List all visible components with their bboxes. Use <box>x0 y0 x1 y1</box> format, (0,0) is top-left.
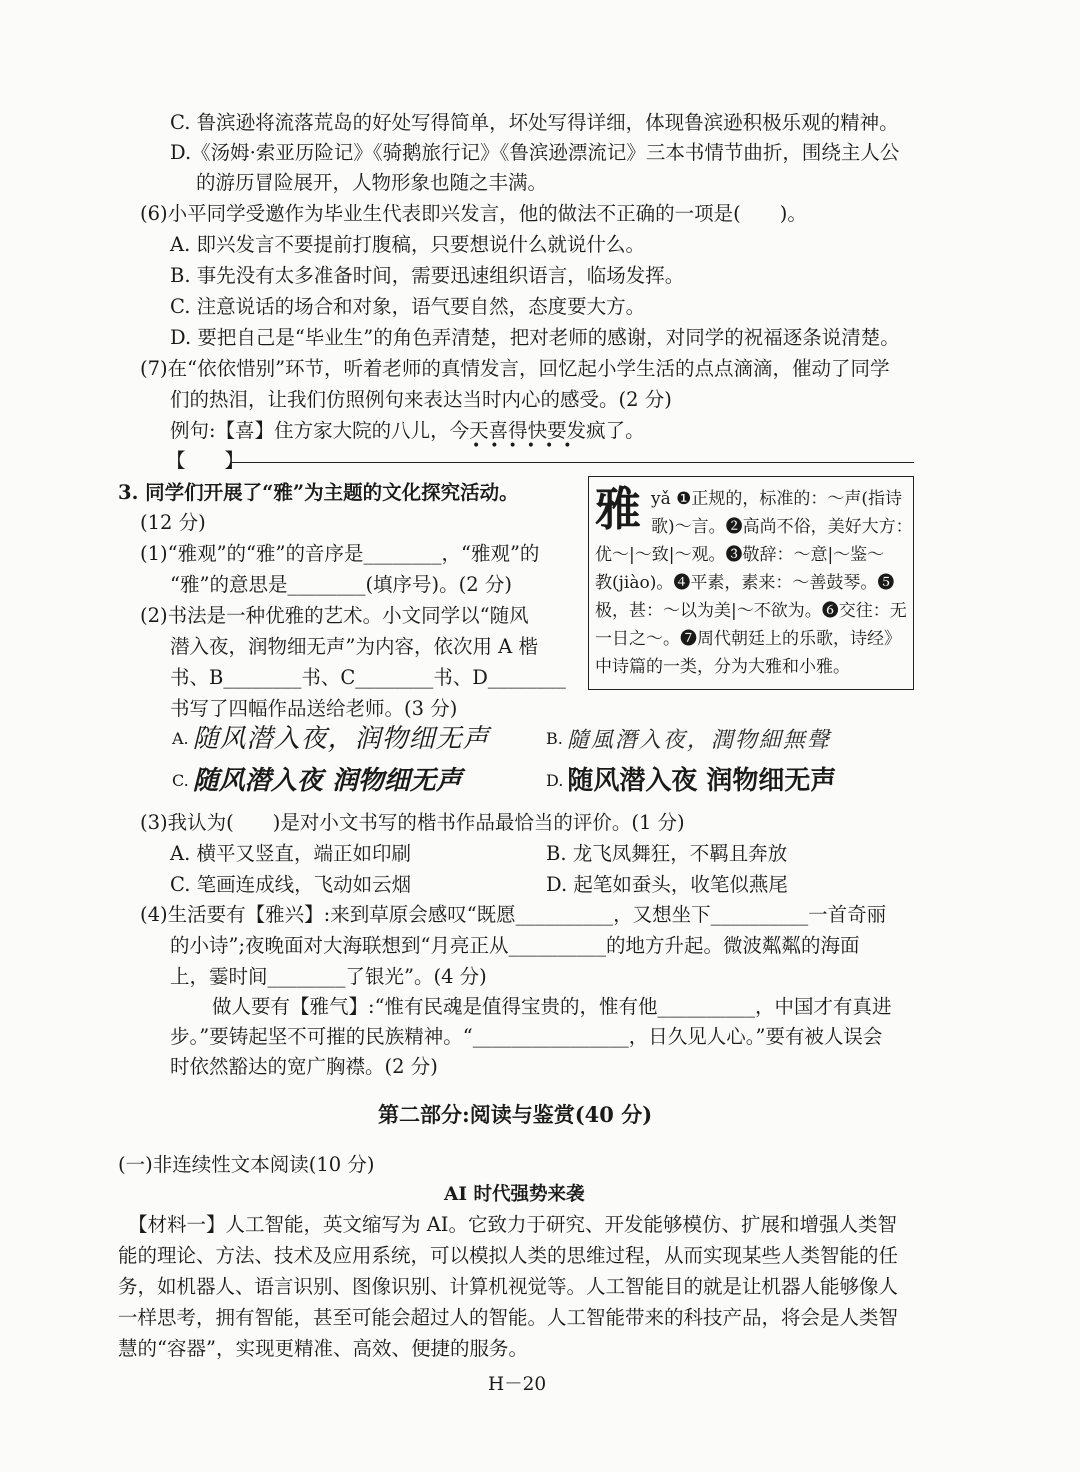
q3-part4-line6: 时依然豁达的宽广胸襟。(2 分) <box>170 1055 438 1078</box>
q7-answer-line[interactable] <box>232 462 914 463</box>
emphasis-dots: •••••• <box>472 438 582 454</box>
q3-part4-line4: 做人要有【雅气】:“惟有民魂是值得宝贵的，惟有他__________，中国才有真进 <box>212 995 892 1018</box>
q3-title-line1: 3. 同学们开展了“雅”为主题的文化探究活动。 <box>118 481 519 504</box>
q6-option-a: A. 即兴发言不要提前打腹稿，只要想说什么就说什么。 <box>170 233 645 256</box>
material1-line5: 慧的“容器”，实现更精准、高效、便捷的服务。 <box>118 1337 528 1360</box>
q6-option-d: D. 要把自己是“毕业生”的角色弄清楚，把对老师的感谢，对同学的祝福逐条说清楚。 <box>170 326 900 349</box>
q3-part4-line1: (4)生活要有【雅兴】:来到草原会感叹“既愿__________，又想坐下__________一首奇丽 <box>140 903 887 926</box>
q6-question: (6)小平同学受邀作为毕业生代表即兴发言，他的做法不正确的一项是( )。 <box>140 202 807 225</box>
q2-option-d-line2: 的游历冒险展开，人物形象也随之丰满。 <box>196 171 548 194</box>
calligraphy-sample-b: $^{B.}$ 隨風潛入夜，潤物細無聲 <box>546 728 831 753</box>
dictionary-line5: 极，甚：～以为美|～不欲为。❻交往：无 <box>595 601 907 621</box>
material1-line1: 【材料一】人工智能，英文缩写为 AI。它致力于研究、开发能够模仿、扩展和增强人类智 <box>128 1213 897 1236</box>
q7-question-line1: (7)在“依依惜别”环节，听着老师的真情发言，回忆起小学生活的点点滴滴，催动了同学 <box>140 357 890 380</box>
calligraphy-sample-d: $^{D.}$ 随风潜入夜 润物细无声 <box>546 766 837 796</box>
dictionary-line4: 教(jiào)。❹平素，素来：～善鼓琴。❺ <box>595 573 895 593</box>
calligraphy-sample-a: $^{A.}$ 随风潜入夜，润物细无声 <box>172 724 490 754</box>
q3-part3-option-d: D. 起笔如蚕头，收笔似燕尾 <box>546 873 788 896</box>
dictionary-headword: 雅 <box>595 482 641 536</box>
q3-part3-option-c: C. 笔画连成线，飞动如云烟 <box>170 873 412 896</box>
q3-part1-line2: “雅”的意思是________(填序号)。(2 分) <box>170 573 512 596</box>
part2-subsection: (一)非连续性文本阅读(10 分) <box>118 1153 375 1176</box>
dictionary-line3: 优～|～致|～观。❸敬辞：～意|～鉴～ <box>595 545 885 565</box>
q7-example: 例句:【喜】住方家大院的八儿，今天喜得快要发疯了。 <box>170 419 645 442</box>
dictionary-line2: 歌)～言。❷高尚不俗，美好大方： <box>651 517 913 537</box>
page-number: H－20 <box>488 1374 547 1395</box>
part2-heading: 第二部分:阅读与鉴赏(40 分) <box>378 1102 653 1127</box>
q3-part4-line2: 的小诗”;夜晚面对大海联想到“月亮正从__________的地方升起。微波粼粼的海面 <box>170 934 860 957</box>
q7-question-line2: 们的热泪，让我们仿照例句来表达当时内心的感受。(2 分) <box>170 388 672 411</box>
material1-line4: 一样思考，拥有智能，甚至可能会超过人的智能。人工智能带来的科技产品，将会是人类智 <box>118 1306 899 1329</box>
calligraphy-sample-c: $^{C.}$ 随风潜入夜 润物细无声 <box>172 766 462 796</box>
q2-option-d-line1: D.《汤姆·索亚历险记》《骑鹅旅行记》《鲁滨逊漂流记》三本书情节曲折，围绕主人公 <box>170 141 900 164</box>
q3-part1-line1: (1)“雅观”的“雅”的音序是________，“雅观”的 <box>140 542 540 565</box>
q3-part3-option-b: B. 龙飞凤舞狂，不羁且奔放 <box>546 842 788 865</box>
q3-part4-line3: 上，霎时间________了银光”。(4 分) <box>170 965 487 988</box>
q3-title-line2: (12 分) <box>140 511 206 534</box>
q3-part3-question: (3)我认为( )是对小文书写的楷书作品最恰当的评价。(1 分) <box>140 811 685 834</box>
q2-option-c: C. 鲁滨逊将流落荒岛的好处写得简单，坏处写得详细，体现鲁滨逊积极乐观的精神。 <box>170 111 899 134</box>
q7-answer-bracket: 【 】 <box>166 449 245 472</box>
q6-option-b: B. 事先没有太多准备时间，需要迅速组织语言，临场发挥。 <box>170 264 685 287</box>
q3-part2-line1: (2)书法是一种优雅的艺术。小文同学以“随风 <box>140 604 529 627</box>
q3-part3-option-a: A. 横平又竖直，端正如印刷 <box>170 842 411 865</box>
dictionary-line6: 一日之～。❼周代朝廷上的乐歌，诗经》 <box>595 629 901 649</box>
dictionary-entry-box <box>588 476 914 690</box>
q3-part2-line2: 潜入夜，润物细无声”为内容，依次用 A 楷 <box>170 635 538 658</box>
q3-part2-line3: 书、B________书、C________书、D________ <box>170 666 566 689</box>
dictionary-line1: yǎ ❶正规的，标准的：～声(指诗 <box>651 489 903 509</box>
material1-line2: 能的理论、方法、技术及应用系统，可以模拟人类的思维过程，从而实现某些人类智能的任 <box>118 1244 899 1267</box>
q3-part2-line4: 书写了四幅作品送给老师。(3 分) <box>170 697 458 720</box>
material1-line3: 务，如机器人、语言识别、图像识别、计算机视觉等。人工智能目的就是让机器人能够像人 <box>118 1275 899 1298</box>
q3-part4-line5: 步。”要铸起坚不可摧的民族精神。“________________，日久见人心。”要有被人误会 <box>170 1025 883 1048</box>
dictionary-line7: 中诗篇的一类，分为大雅和小雅。 <box>595 657 850 677</box>
q6-option-c: C. 注意说话的场合和对象，语气要自然，态度要大方。 <box>170 295 646 318</box>
article-title: AI 时代强势来袭 <box>444 1184 585 1205</box>
